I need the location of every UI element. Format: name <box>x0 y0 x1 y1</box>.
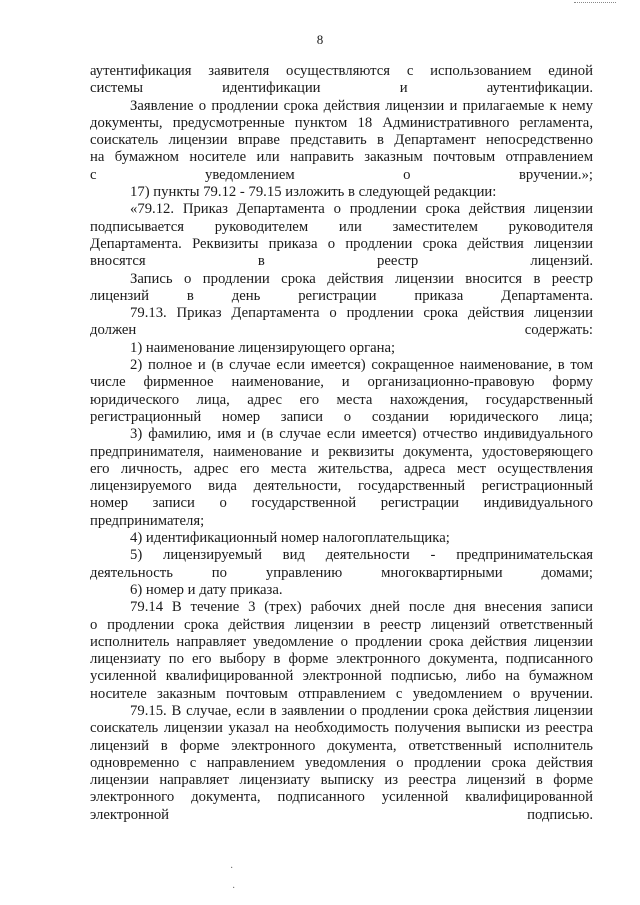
list-item-2 <box>90 357 593 426</box>
text-line: Департамента. Реквизиты приказа о продлении срока действия лицензии <box>90 235 593 252</box>
text-line: предпринимателя, наименование и реквизиты документа, удостоверяющего <box>90 443 593 460</box>
text-line: соискатель лицензии указал на необходимость получения выписки из реестра <box>90 720 593 737</box>
text-line: документы, предусмотренные пунктом 18 Административного регламента, <box>90 114 593 131</box>
text-line: 79.13. Приказ Департамента о продлении срока действия лицензии <box>130 305 593 322</box>
text-line: аутентификация заявителя осуществляются с использованием единой <box>90 63 593 79</box>
paragraph-79-13 <box>90 305 593 340</box>
text-line: о продлении срока действия лицензии в реестр лицензий ответственный <box>90 616 593 633</box>
text-line: регистрационный номер записи о создании юридического лица; <box>90 408 593 425</box>
text-line: одновременно с направлением уведомления о продлении срока действия <box>90 754 593 771</box>
list-item-4 <box>90 530 593 547</box>
text-line: подписывается руководителем или заместителем руководителя <box>90 218 593 235</box>
text-line: «79.12. Приказ Департамента о продлении срока действия лицензии <box>130 201 593 218</box>
text-line: 2) полное и (в случае если имеется) сокращенное наименование, в том <box>130 357 593 374</box>
text-line: лицензиату по его выбору в форме электронного документа, подписанного <box>90 651 593 668</box>
document-body <box>90 63 593 824</box>
text-line: 6) номер и дату приказа. <box>130 581 283 598</box>
text-line: лицензий в форме электронного документа, ответственный исполнитель <box>90 737 593 754</box>
text-line: с уведомлением о вручении.»; <box>90 166 593 183</box>
scan-corner-mark <box>574 2 616 3</box>
text-line: электронного документа, подписанного усиленной квалифицированной <box>90 789 593 806</box>
text-line: 79.14 В течение 3 (трех) рабочих дней после дня внесения записи <box>130 599 593 616</box>
list-item-5 <box>90 547 593 582</box>
text-line: должен содержать: <box>90 322 593 339</box>
text-line: 4) идентификационный номер налогоплательщика; <box>130 530 450 547</box>
text-line: 17) пункты 79.12 - 79.15 изложить в следующей редакции: <box>130 184 497 201</box>
paragraph-79-14 <box>90 599 593 703</box>
paragraph-79-12 <box>90 201 593 270</box>
text-line: вносятся в реестр лицензий. <box>90 253 593 270</box>
text-line: лицензии направляет лицензиату выписку из реестра лицензий в форме <box>90 772 593 789</box>
text-line: соискатель лицензии вправе представить в Департамент непосредственно <box>90 132 593 149</box>
text-line: электронной подписью. <box>90 806 593 823</box>
text-line: усиленной квалифицированной электронной подписью, либо на бумажном <box>90 668 593 685</box>
scan-dust-mark: · <box>230 863 234 874</box>
text-line: носителе заказным почтовым отправлением с уведомлением о вручении. <box>90 685 593 702</box>
text-line: предпринимателя; <box>90 512 205 529</box>
paragraph-79-15 <box>90 703 593 824</box>
text-line: на бумажном носителе или направить заказным почтовым отправлением <box>90 149 593 166</box>
text-line: Запись о продлении срока действия лицензии вносится в реестр <box>130 270 593 287</box>
list-item-3 <box>90 426 593 530</box>
text-line: лицензий в день регистрации приказа Департамента. <box>90 287 593 304</box>
page-number: 8 <box>316 32 324 47</box>
scan-dust-mark: · <box>232 883 236 894</box>
text-line: его личность, адрес его места жительства, адреса мест осуществления <box>90 460 593 477</box>
paragraph-authentication <box>90 63 593 98</box>
list-item-1 <box>90 340 593 357</box>
paragraph-register-entry <box>90 271 593 306</box>
text-line: 5) лицензируемый вид деятельности - предпринимательская <box>130 547 593 564</box>
text-line: номер записи о государственной регистрации индивидуального <box>90 495 593 512</box>
text-line: исполнитель направляет уведомление о продлении срока действия лицензии <box>90 633 593 650</box>
text-line: 79.15. В случае, если в заявлении о продлении срока действия лицензии <box>130 702 593 719</box>
text-line: 1) наименование лицензирующего органа; <box>130 339 396 356</box>
text-line: лицензируемого вида деятельности, государственный регистрационный <box>90 478 593 495</box>
text-line: Заявление о продлении срока действия лицензии и прилагаемые к нему <box>130 97 593 114</box>
list-item-6 <box>90 582 593 599</box>
text-line: деятельность по управлению многоквартирными домами; <box>90 564 593 581</box>
paragraph-item-17 <box>90 184 593 201</box>
text-line: 3) фамилию, имя и (в случае если имеется) отчество индивидуального <box>130 426 593 443</box>
paragraph-application-submission <box>90 98 593 184</box>
text-line: числе фирменное наименование, и организационно-правовую форму <box>90 374 593 391</box>
text-line: юридического лица, адрес его места нахождения, государственный <box>90 391 593 408</box>
text-line: системы идентификации и аутентификации. <box>90 80 593 97</box>
